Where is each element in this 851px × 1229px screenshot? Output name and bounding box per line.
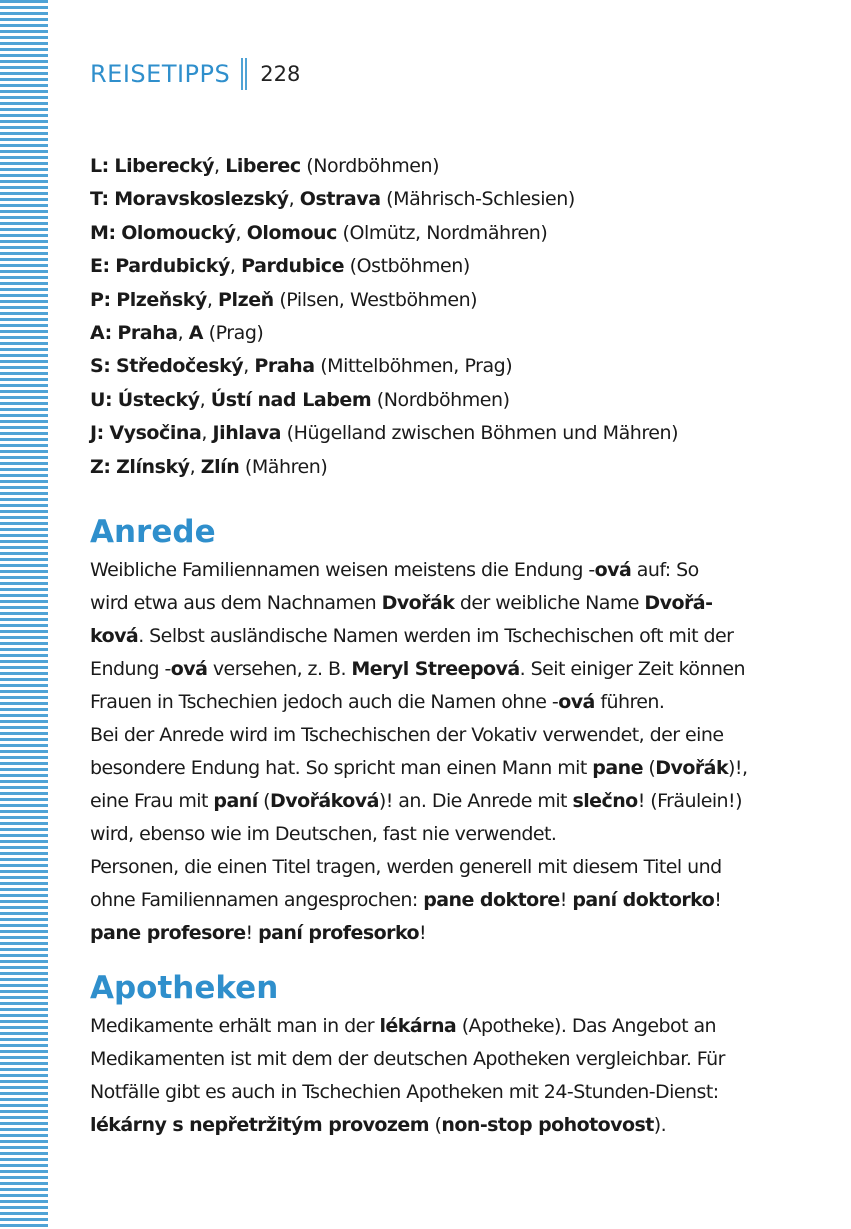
text-run: Personen, die einen Titel tragen, werden generell mit diesem Titel und (90, 856, 722, 879)
region-city: Ústí nad Labem (210, 388, 372, 411)
heading-anrede: Anrede (90, 514, 216, 551)
bold-term: lékárna (379, 1015, 457, 1038)
page-edge-stripe (0, 0, 48, 1229)
text-run: Bei der Anrede wird im Tschechischen der Vokativ verwendet, der eine (90, 724, 724, 747)
region-name: Středočeský (115, 355, 244, 378)
text-line (90, 1109, 790, 1142)
text-line (90, 686, 790, 719)
text-line (90, 884, 790, 917)
region-city: Praha (254, 355, 315, 378)
text-line (90, 653, 790, 686)
text-run: eine Frau mit (90, 790, 214, 813)
bold-term: lékárny s nepřetržitým provozem (90, 1114, 430, 1137)
text-run: wird, ebenso wie im Deutschen, fast nie verwendet. (90, 823, 557, 846)
region-code: M: (90, 221, 116, 244)
region-code: Z: (90, 455, 111, 478)
region-name: Liberecký (114, 155, 215, 177)
text-run: führen. (594, 691, 665, 714)
region-code: P: (90, 288, 111, 311)
header-divider (241, 58, 247, 90)
region-item: T: Moravskoslezský, Ostrava (Mährisch-Schlesien) (90, 188, 575, 211)
bold-term: ová (170, 658, 208, 681)
region-list (90, 150, 790, 484)
text-run: Medikamenten ist mit dem der deutschen Apotheken vergleichbar. Für (90, 1048, 725, 1071)
region-name: Plzeňský (116, 288, 207, 311)
text-run: ! (714, 889, 722, 912)
region-city: Olomouc (246, 221, 337, 244)
text-run: ( (642, 757, 656, 780)
text-line (90, 1010, 790, 1043)
region-name: Zlínský (116, 455, 190, 478)
text-run: ! (Fräulein!) (637, 790, 742, 813)
region-code: E: (90, 255, 110, 278)
region-city: A (188, 322, 204, 345)
region-note: (Hügelland zwischen Böhmen und Mähren) (286, 422, 679, 445)
page-number: 228 (260, 62, 301, 86)
region-item: P: Plzeňský, Plzeň (Pilsen, Westböhmen) (90, 288, 478, 311)
text-line (90, 587, 790, 620)
text-run: ). (653, 1114, 667, 1137)
text-run: (Apotheke). Das Angebot an (456, 1015, 717, 1038)
bold-term: Dvořáková (270, 790, 379, 813)
region-note: (Olmütz, Nordmähren) (342, 221, 548, 244)
region-note: (Mähren) (244, 455, 328, 478)
text-run: Weibliche Familiennamen weisen meistens die Endung - (90, 559, 595, 582)
bold-term: pane profesore (90, 922, 246, 945)
region-note: (Nordböhmen) (376, 388, 510, 411)
region-note: (Mittelböhmen, Prag) (320, 355, 513, 378)
bold-term: paní profesorko (258, 922, 420, 945)
running-header (90, 54, 300, 94)
text-line (90, 818, 790, 851)
section-title: REISETIPPS (90, 60, 231, 88)
bold-term: ová (558, 691, 595, 714)
text-line (90, 785, 790, 818)
text-run: ! (559, 889, 573, 912)
text-run: auf: So (631, 559, 699, 582)
region-code: U: (90, 388, 113, 411)
heading-apotheken: Apotheken (90, 970, 279, 1007)
text-run: ( (429, 1114, 442, 1137)
text-line (90, 554, 790, 587)
apotheken-paragraph (90, 1010, 790, 1142)
region-item: M: Olomoucký, Olomouc (Olmütz, Nordmähren) (90, 221, 548, 244)
region-name: Olomoucký (121, 221, 236, 244)
bold-term: pane doktore (423, 889, 560, 912)
region-name: Vysočina (109, 422, 202, 445)
bold-term: Meryl Streepová (351, 658, 520, 681)
bold-term: ková (90, 625, 139, 648)
region-code: T: (90, 188, 109, 211)
text-run: ( (257, 790, 271, 813)
region-note: (Pilsen, Westböhmen) (279, 288, 478, 311)
text-line (90, 620, 790, 653)
region-code: J: (90, 422, 104, 445)
text-run: ohne Familiennamen angesprochen: (90, 889, 424, 912)
region-note: (Ostböhmen) (349, 255, 470, 278)
region-name: Pardubický (115, 255, 230, 278)
region-item: A: Praha, A (Prag) (90, 322, 264, 345)
bold-term: slečno (572, 790, 638, 813)
text-run: ! (245, 922, 259, 945)
bold-term: Dvořák (655, 757, 729, 780)
text-line (90, 917, 790, 950)
text-line (90, 1076, 790, 1109)
bold-term: paní (213, 790, 258, 813)
text-run: )!, (728, 757, 748, 780)
region-city: Liberec (225, 155, 301, 177)
bold-term: ová (594, 559, 632, 582)
region-city: Jihlava (212, 422, 282, 445)
text-run: Frauen in Tschechien jedoch auch die Namen ohne - (90, 691, 559, 714)
text-line (90, 752, 790, 785)
region-code: S: (90, 355, 111, 378)
text-run: . Seit einiger Zeit können (519, 658, 746, 681)
region-name: Praha (117, 322, 178, 345)
text-run: ! (419, 922, 427, 945)
region-name: Moravskoslezský (114, 188, 289, 211)
page-content (90, 150, 790, 1142)
text-run: Endung - (90, 658, 171, 681)
text-run: )! an. Die Anrede mit (378, 790, 573, 813)
text-run: wird etwa aus dem Nachnamen (90, 592, 382, 615)
text-line (90, 851, 790, 884)
bold-term: non-stop pohotovost (441, 1114, 654, 1137)
region-item: U: Ústecký, Ústí nad Labem (Nordböhmen) (90, 388, 510, 411)
text-run: Medikamente erhält man in der (90, 1015, 380, 1038)
region-item: Z: Zlínský, Zlín (Mähren) (90, 455, 328, 478)
region-note: (Prag) (208, 322, 264, 345)
bold-term: paní doktorko (572, 889, 715, 912)
text-line (90, 719, 790, 752)
region-item: S: Středočeský, Praha (Mittelböhmen, Prag) (90, 355, 513, 378)
region-item: J: Vysočina, Jihlava (Hügelland zwischen Böhmen und Mähren) (90, 422, 679, 445)
text-line (90, 1043, 790, 1076)
bold-term: Dvořák (381, 592, 455, 615)
text-run: der weibliche Name (454, 592, 645, 615)
region-city: Ostrava (299, 188, 381, 211)
bold-term: Dvořá- (644, 592, 713, 615)
bold-term: pane (592, 757, 643, 780)
text-run: Notfälle gibt es auch in Tschechien Apotheken mit 24-Stunden-Dienst: (90, 1081, 719, 1104)
region-code: A: (90, 322, 112, 345)
region-note: (Nordböhmen) (306, 155, 440, 177)
anrede-paragraph (90, 554, 790, 950)
region-name: Ústecký (117, 388, 200, 411)
region-code: L: (90, 155, 109, 177)
region-item: E: Pardubický, Pardubice (Ostböhmen) (90, 255, 470, 278)
region-city: Pardubice (241, 255, 345, 278)
region-note: (Mährisch-Schlesien) (386, 188, 575, 211)
region-city: Zlín (200, 455, 240, 478)
text-run: . Selbst ausländische Namen werden im Tschechischen oft mit der (138, 625, 734, 648)
region-city: Plzeň (218, 288, 274, 311)
region-item: L: Liberecký, Liberec (Nordböhmen) (90, 155, 440, 177)
text-run: besondere Endung hat. So spricht man einen Mann mit (90, 757, 593, 780)
text-run: versehen, z. B. (207, 658, 352, 681)
